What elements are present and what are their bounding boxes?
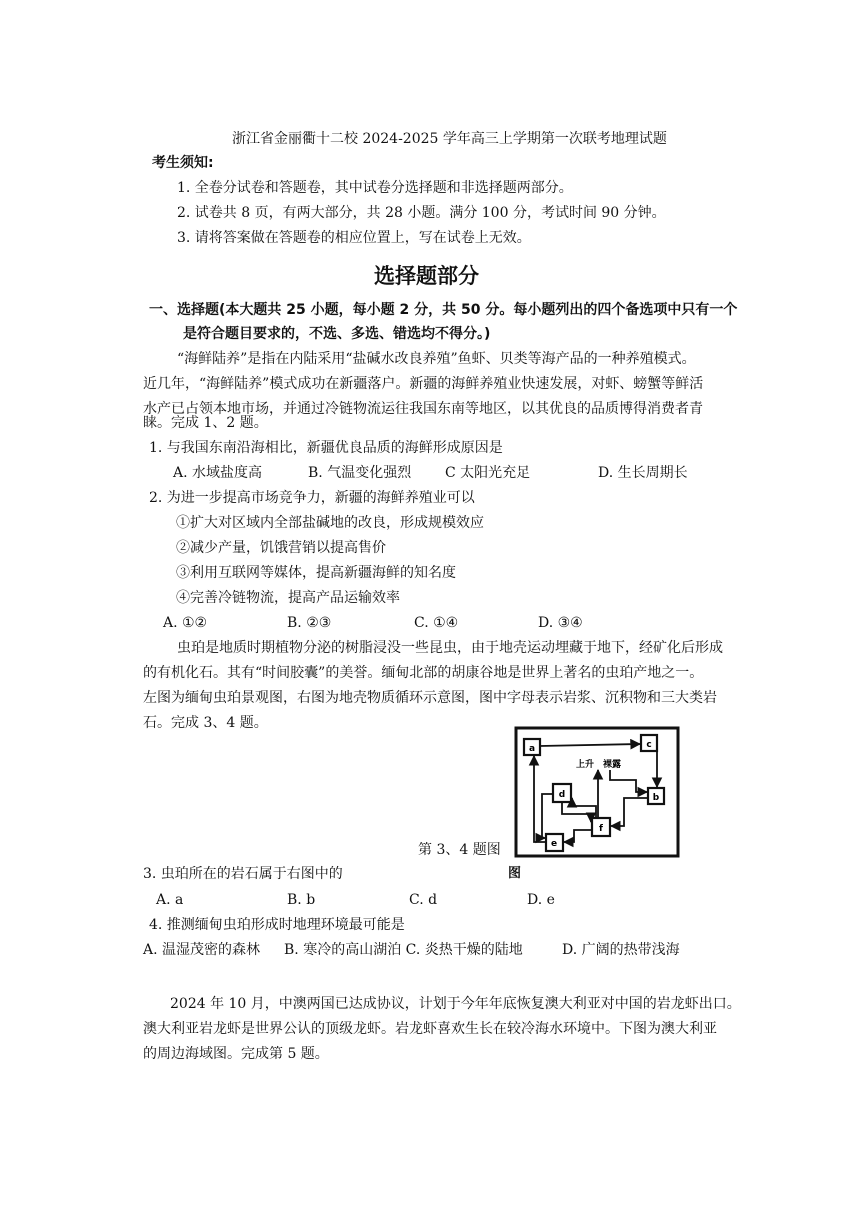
statement-item: ①扩大对区域内全部盐碱地的改良，形成规模效应 [176,515,484,531]
answer-option: C. ①④ [414,615,459,631]
answer-option: A. a [156,892,184,908]
node-label-d: d [558,790,566,800]
label-rise: 上升 [576,760,595,770]
passage-line: “海鲜陆养”是指在内陆采用“盐碱水改良养殖”鱼虾、贝类等海产品的一种养殖模式。 [177,351,696,367]
passage-line: 左图为缅甸虫珀景观图，右图为地壳物质循环示意图，图中字母表示岩浆、沉积物和三大类岩 [143,690,717,706]
arrow-a-c [540,744,640,746]
arrow-f-d [572,798,596,818]
question-stem: 4. 推测缅甸虫珀形成时地理环境最可能是 [149,917,405,933]
arrow-expose [610,770,647,792]
answer-option: A. 温湿茂密的森林 [143,942,261,958]
figure-caption: 第 3、4 题图 [418,842,501,858]
arrow-d-f [562,802,591,822]
answer-option: B. 气温变化强烈 [308,465,412,481]
answer-option: D. 生长周期长 [598,465,688,481]
page-title: 浙江省金丽衢十二校 2024-2025 学年高三上学期第一次联考地理试题 [232,131,667,147]
node-label-f: f [599,824,603,834]
statement-item: ②减少产量，饥饿营销以提高售价 [176,540,386,556]
node-label-c: c [646,740,652,750]
statement-item: ③利用互联网等媒体，提高新疆海鲜的知名度 [176,565,456,581]
passage-line: 的周边海域图。完成第 5 题。 [143,1046,329,1062]
notice-heading: 考生须知: [152,155,214,171]
answer-option: D. e [527,892,555,908]
passage-line: 近几年，“海鲜陆养”模式成功在新疆落户。新疆的海鲜养殖业快速发展，对虾、螃蟹等鲜活 [143,376,704,392]
question-stem: 3. 虫珀所在的岩石属于右图中的 [143,866,343,882]
part-one-instruction: 是符合题目要求的，不选、多选、错选均不得分。) [183,326,491,342]
answer-option: A. 水域盐度高 [173,465,263,481]
question-stem: 2. 为进一步提高市场竞争力，新疆的海鲜养殖业可以 [149,490,475,506]
section-title: 选择题部分 [374,264,479,288]
passage-line: 虫珀是地质时期植物分泌的树脂浸没一些昆虫，由于地壳运动埋藏于地下，经矿化后形成 [177,640,723,656]
answer-option: B. ②③ [287,615,332,631]
statement-item: ④完善冷链物流，提高产品运输效率 [176,590,400,606]
arrow-e-a [534,756,547,842]
rock-cycle-diagram [514,726,680,858]
label-expose: 裸露 [603,760,622,770]
part-one-instruction: 一、选择题(本大题共 25 小题，每小题 2 分，共 50 分。每小题列出的四个备选项中只有一个 [149,302,738,318]
figure-small-label: 图 [508,866,522,881]
answer-option: C. d [409,892,438,908]
answer-option: A. ①② [163,615,208,631]
passage-line: 睐。完成 1、2 题。 [143,415,268,431]
answer-option: C 太阳光充足 [445,465,531,481]
node-label-e: e [550,839,558,849]
notice-item: 1. 全卷分试卷和答题卷，其中试卷分选择题和非选择题两部分。 [177,180,573,196]
node-label-a: a [528,744,536,754]
passage-line: 水产已占领本地市场，并通过冷链物流运往我国东南等地区，以其优良的品质博得消费者青 [143,401,703,417]
answer-option: B. 寒冷的高山湖泊 C. 炎热干燥的陆地 [284,942,523,958]
arrow-b-f [611,798,648,826]
question-stem: 1. 与我国东南沿海相比，新疆优良品质的海鲜形成原因是 [149,440,503,456]
passage-line: 的有机化石。其有“时间胶囊”的美誉。缅甸北部的胡康谷地是世界上著名的虫珀产地之一。 [143,665,704,681]
node-label-b: b [652,793,660,803]
passage-line: 石。完成 3、4 题。 [143,715,268,731]
notice-item: 3. 请将答案做在答题卷的相应位置上，写在试卷上无效。 [177,230,531,246]
answer-option: D. ③④ [538,615,583,631]
passage-line: 2024 年 10 月，中澳两国已达成协议，计划于今年年底恢复澳大利亚对中国的岩龙虾出口。 [170,996,741,1012]
arrow-f-e [564,830,592,842]
passage-line: 澳大利亚岩龙虾是世界公认的顶级龙虾。岩龙虾喜欢生长在较冷海水环境中。下图为澳大利亚 [143,1021,717,1037]
answer-option: D. 广阔的热带浅海 [562,942,680,958]
notice-item: 2. 试卷共 8 页，有两大部分，共 28 小题。满分 100 分，考试时间 90 分钟。 [177,205,666,221]
answer-option: B. b [287,892,316,908]
